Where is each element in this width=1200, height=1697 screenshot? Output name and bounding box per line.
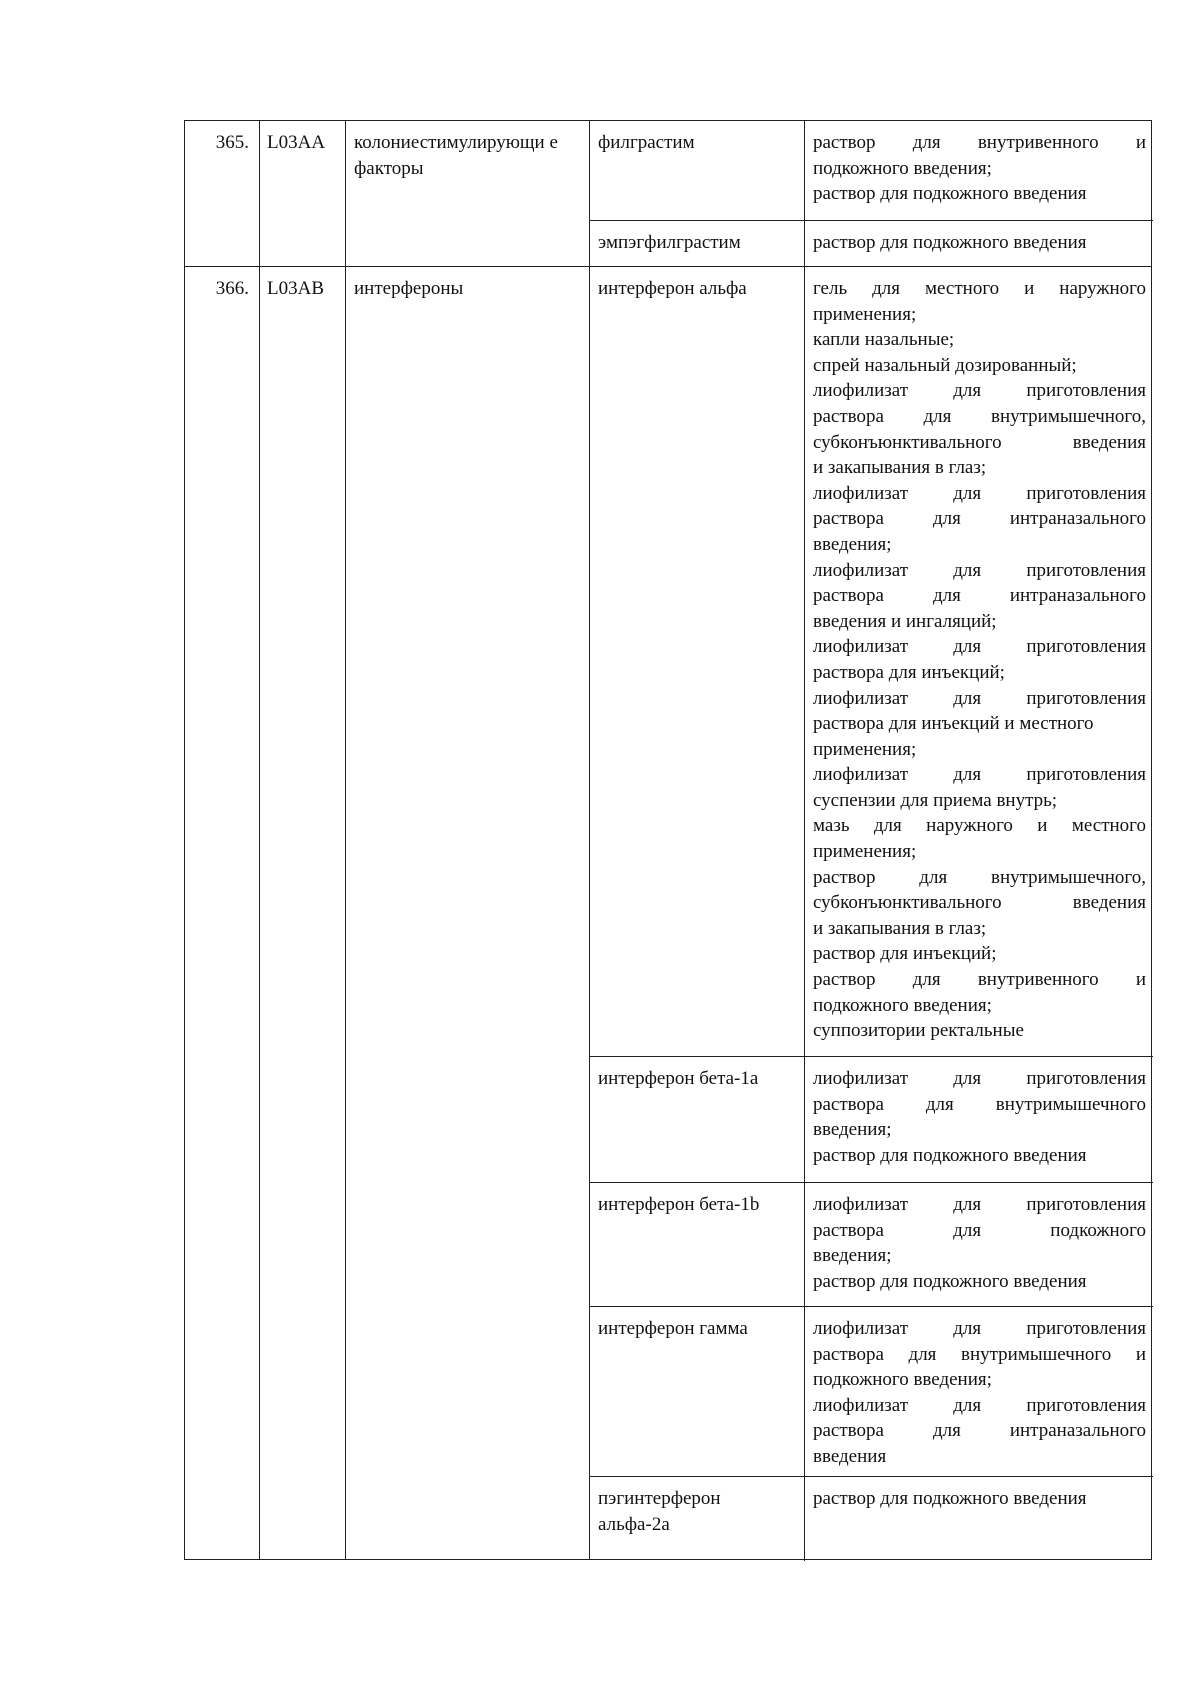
dosage-form-line: введения и ингаляций; bbox=[813, 610, 997, 632]
dosage-forms bbox=[805, 1307, 1153, 1470]
dosage-form-line: применения; bbox=[813, 738, 917, 760]
dosage-form-line: раствора для внутримышечного bbox=[813, 1093, 1146, 1115]
row-number-cell bbox=[185, 267, 260, 1559]
dosage-form-line: раствора для внутримышечного и bbox=[813, 1343, 1146, 1365]
dosage-form-line: подкожного введения; bbox=[813, 1369, 992, 1391]
dosage-forms-cell bbox=[805, 121, 1153, 220]
dosage-form-line: раствор для подкожного введения bbox=[813, 232, 1087, 253]
dosage-form-line: раствора для инъекций и местного bbox=[813, 713, 1094, 735]
drug-row bbox=[590, 1057, 1153, 1183]
drug-name: интерферон гамма bbox=[598, 1318, 748, 1339]
substances-cell bbox=[590, 267, 1153, 1559]
substances-cell bbox=[590, 121, 1153, 266]
drug-name: филграстим bbox=[598, 132, 695, 153]
dosage-form-line: капли назальные; bbox=[813, 329, 955, 351]
dosage-form-line: раствор для внутривенного и bbox=[813, 969, 1146, 991]
dosage-form-line: раствор для внутривенного и bbox=[813, 132, 1146, 153]
row-number-cell bbox=[185, 121, 260, 266]
dosage-form-line: лиофилизат для приготовления bbox=[813, 559, 1146, 581]
group-name: интерфероны bbox=[354, 278, 464, 299]
drug-row bbox=[590, 267, 1153, 1057]
dosage-forms-cell bbox=[805, 267, 1153, 1056]
dosage-form-line: суппозитории ректальные bbox=[813, 1020, 1024, 1042]
dosage-forms-cell bbox=[805, 1477, 1153, 1561]
dosage-form-line: лиофилизат для приготовления bbox=[813, 636, 1146, 658]
atc-code: L03AA bbox=[267, 132, 326, 153]
dosage-form-line: раствор для подкожного введения bbox=[813, 1144, 1087, 1166]
drug-name-cell bbox=[590, 1183, 805, 1306]
drug-name-cell bbox=[590, 221, 805, 267]
dosage-form-line: лиофилизат для приготовления bbox=[813, 1318, 1146, 1339]
dosage-form-line: подкожного введения; bbox=[813, 157, 992, 179]
dosage-forms-cell bbox=[805, 1307, 1153, 1476]
dosage-form-line: применения; bbox=[813, 303, 917, 325]
atc-code-cell bbox=[260, 267, 346, 1559]
row-number: 365. bbox=[215, 132, 249, 153]
dosage-form-line: раствора для интраназального bbox=[813, 508, 1146, 530]
dosage-forms bbox=[805, 121, 1153, 207]
drug-row bbox=[590, 1477, 1153, 1561]
table-row-366 bbox=[184, 266, 1152, 1560]
dosage-forms bbox=[805, 267, 1153, 1044]
dosage-form-line: раствор для инъекций; bbox=[813, 943, 997, 965]
dosage-form-line: гель для местного и наружного bbox=[813, 278, 1146, 299]
dosage-form-line: применения; bbox=[813, 841, 917, 863]
dosage-form-line: введения; bbox=[813, 1119, 892, 1141]
drug-name: пэгинтерферон альфа-2a bbox=[598, 1488, 721, 1535]
drug-name: эмпэгфилграстим bbox=[598, 232, 741, 253]
dosage-form-line: раствора для интраназального bbox=[813, 1420, 1146, 1442]
drug-name-cell bbox=[590, 1477, 805, 1561]
dosage-form-line: мазь для наружного и местного bbox=[813, 815, 1146, 837]
dosage-forms bbox=[805, 221, 1153, 256]
dosage-form-line: лиофилизат для приготовления bbox=[813, 764, 1146, 786]
dosage-form-line: подкожного введения; bbox=[813, 994, 992, 1016]
table-row-365 bbox=[184, 120, 1152, 266]
dosage-form-line: введения; bbox=[813, 1245, 892, 1267]
dosage-forms-cell bbox=[805, 1183, 1153, 1306]
drug-name: интерферон бета-1a bbox=[598, 1068, 759, 1089]
dosage-forms-cell bbox=[805, 221, 1153, 267]
dosage-form-line: раствор для подкожного введения bbox=[813, 1270, 1087, 1292]
dosage-form-line: суспензии для приема внутрь; bbox=[813, 789, 1058, 811]
dosage-form-line: раствора для подкожного bbox=[813, 1219, 1146, 1241]
group-cell bbox=[346, 267, 590, 1559]
drug-name-cell bbox=[590, 1307, 805, 1476]
dosage-form-line: лиофилизат для приготовления bbox=[813, 687, 1146, 709]
drug-name: интерферон бета-1b bbox=[598, 1194, 760, 1215]
dosage-form-line: субконъюнктивального введения bbox=[813, 431, 1146, 453]
drug-row bbox=[590, 221, 1153, 267]
dosage-forms bbox=[805, 1183, 1153, 1294]
dosage-form-line: лиофилизат для приготовления bbox=[813, 380, 1146, 402]
row-number: 366. bbox=[215, 278, 249, 299]
group-name: колониестимулирующи е факторы bbox=[354, 132, 558, 179]
drug-name-cell bbox=[590, 121, 805, 220]
dosage-forms bbox=[805, 1477, 1153, 1512]
drug-row bbox=[590, 121, 1153, 221]
drug-name: интерферон альфа bbox=[598, 278, 747, 299]
group-cell bbox=[346, 121, 590, 266]
dosage-form-line: раствор для подкожного введения bbox=[813, 183, 1087, 205]
dosage-form-line: раствора для внутримышечного, bbox=[813, 405, 1146, 427]
drug-name-cell bbox=[590, 1057, 805, 1182]
dosage-form-line: раствор для внутримышечного, bbox=[813, 866, 1146, 888]
dosage-form-line: и закапывания в глаз; bbox=[813, 917, 987, 939]
dosage-forms bbox=[805, 1057, 1153, 1168]
dosage-form-line: раствора для интраназального bbox=[813, 585, 1146, 607]
drug-row bbox=[590, 1183, 1153, 1307]
dosage-form-line: лиофилизат для приготовления bbox=[813, 1194, 1146, 1215]
dosage-form-line: введения bbox=[813, 1445, 887, 1467]
dosage-form-line: лиофилизат для приготовления bbox=[813, 1068, 1146, 1089]
dosage-form-line: введения; bbox=[813, 533, 892, 555]
dosage-form-line: лиофилизат для приготовления bbox=[813, 1394, 1146, 1416]
dosage-form-line: и закапывания в глаз; bbox=[813, 457, 987, 479]
dosage-form-line: спрей назальный дозированный; bbox=[813, 354, 1077, 376]
dosage-form-line: лиофилизат для приготовления bbox=[813, 482, 1146, 504]
dosage-forms-cell bbox=[805, 1057, 1153, 1182]
drug-name-cell bbox=[590, 267, 805, 1056]
dosage-form-line: раствор для подкожного введения bbox=[813, 1488, 1087, 1509]
atc-code-cell bbox=[260, 121, 346, 266]
drug-row bbox=[590, 1307, 1153, 1477]
dosage-form-line: субконъюнктивального введения bbox=[813, 892, 1146, 914]
atc-code: L03AB bbox=[267, 278, 324, 299]
dosage-form-line: раствора для инъекций; bbox=[813, 661, 1005, 683]
